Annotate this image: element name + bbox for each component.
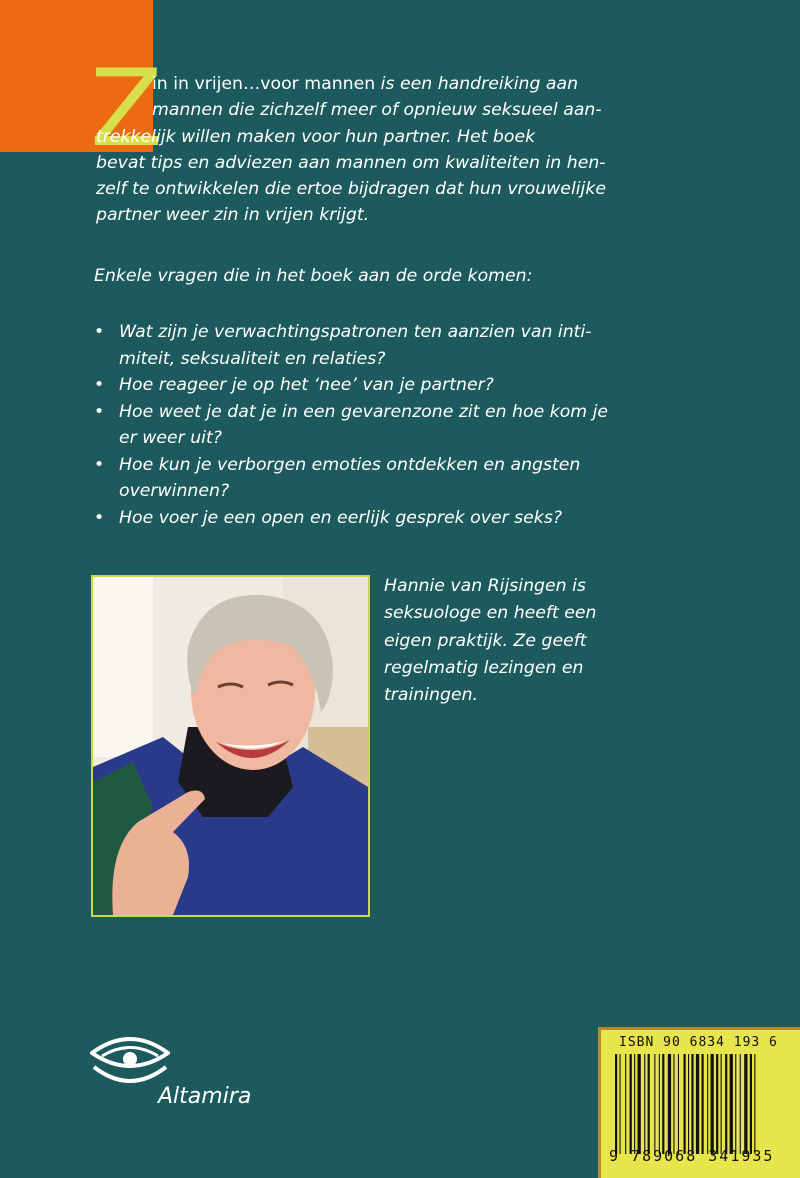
barcode-bar — [625, 1054, 626, 1154]
list-item: • Hoe reageer je op het ‘nee’ van je partner? — [94, 372, 614, 399]
barcode-bar — [668, 1054, 671, 1154]
barcode-bar — [750, 1054, 752, 1154]
bullet: • — [94, 401, 105, 422]
list-item: • Hoe weet je dat je in een gevarenzone zit en hoe kom je er weer uit? — [94, 399, 614, 452]
questions-title: Enkele vragen die in het boek aan de orde komen: — [94, 266, 533, 286]
eye-logo-icon — [90, 1029, 170, 1089]
book-title: in in vrijen…voor mannen — [152, 74, 376, 94]
barcode-bar — [754, 1054, 755, 1154]
barcode-block — [598, 1027, 800, 1178]
list-item: • Hoe kun je verborgen emoties ontdekken en angsten overwinnen? — [94, 452, 614, 505]
barcode-bar — [644, 1054, 645, 1154]
barcode-bar — [735, 1054, 736, 1154]
ean-number: 9 789068 341935 — [609, 1147, 775, 1165]
barcode-bar — [691, 1054, 693, 1154]
intro-line-3: trekkelijk willen maken voor hun partner. Het boek — [96, 126, 536, 147]
author-bio: Hannie van Rijsingen is seksuologe en heeft een eigen praktijk. Ze geeft regelmatig lezingen en trainingen. — [384, 576, 597, 706]
barcode-bar — [702, 1054, 704, 1154]
intro-line-5: zelf te ontwikkelen die ertoe bijdragen dat hun vrouwelijke — [96, 179, 606, 200]
barcode-bar — [688, 1054, 689, 1154]
barcode-bars — [615, 1054, 795, 1154]
barcode-bar — [707, 1054, 708, 1154]
barcode-bar — [634, 1054, 635, 1154]
barcode-bar — [673, 1054, 674, 1154]
barcode-bar — [684, 1054, 686, 1154]
intro-line-1: in in vrijen…voor mannen is een handreiking aan — [152, 74, 579, 94]
barcode-bar — [725, 1054, 727, 1154]
barcode-bar — [615, 1054, 617, 1154]
bullet: • — [94, 454, 105, 475]
barcode-bar — [744, 1054, 747, 1154]
barcode-bar — [696, 1054, 699, 1154]
author-portrait-illustration — [93, 577, 368, 915]
isbn-number: ISBN 90 6834 193 6 — [619, 1035, 778, 1050]
author-photo — [91, 575, 370, 917]
barcode-bar — [659, 1054, 660, 1154]
barcode-bar — [662, 1054, 664, 1154]
bullet: • — [94, 322, 105, 342]
barcode-bar — [711, 1054, 714, 1154]
barcode-bar — [630, 1054, 632, 1154]
barcode-bar — [716, 1054, 718, 1154]
publisher-name: Altamira — [158, 1084, 252, 1109]
intro-paragraph — [96, 71, 622, 229]
barcode-bar — [620, 1054, 621, 1154]
questions-list — [94, 319, 614, 531]
barcode-bar — [678, 1054, 679, 1154]
drop-cap: Z — [90, 47, 163, 170]
bullet: • — [94, 507, 105, 528]
barcode-bar — [730, 1054, 733, 1154]
list-item: • Hoe voer je een open en eerlijk gesprek over seks? — [94, 505, 614, 532]
list-item: • Wat zijn je verwachtingspatronen ten aanzien van inti- miteit, seksualiteit en relaties? — [94, 319, 614, 372]
intro-line-4: bevat tips en adviezen aan mannen om kwaliteiten in hen- — [96, 152, 606, 173]
barcode-bar — [638, 1054, 641, 1154]
barcode-bar — [740, 1054, 741, 1154]
barcode-bar — [654, 1054, 655, 1154]
barcode-bar — [721, 1054, 722, 1154]
bullet: • — [94, 375, 105, 395]
intro-line-2: mannen die zichzelf meer of opnieuw seksueel aan- — [152, 100, 602, 121]
intro-line-6: partner weer zin in vrijen krijgt. — [96, 205, 370, 226]
barcode-bar — [648, 1054, 650, 1154]
